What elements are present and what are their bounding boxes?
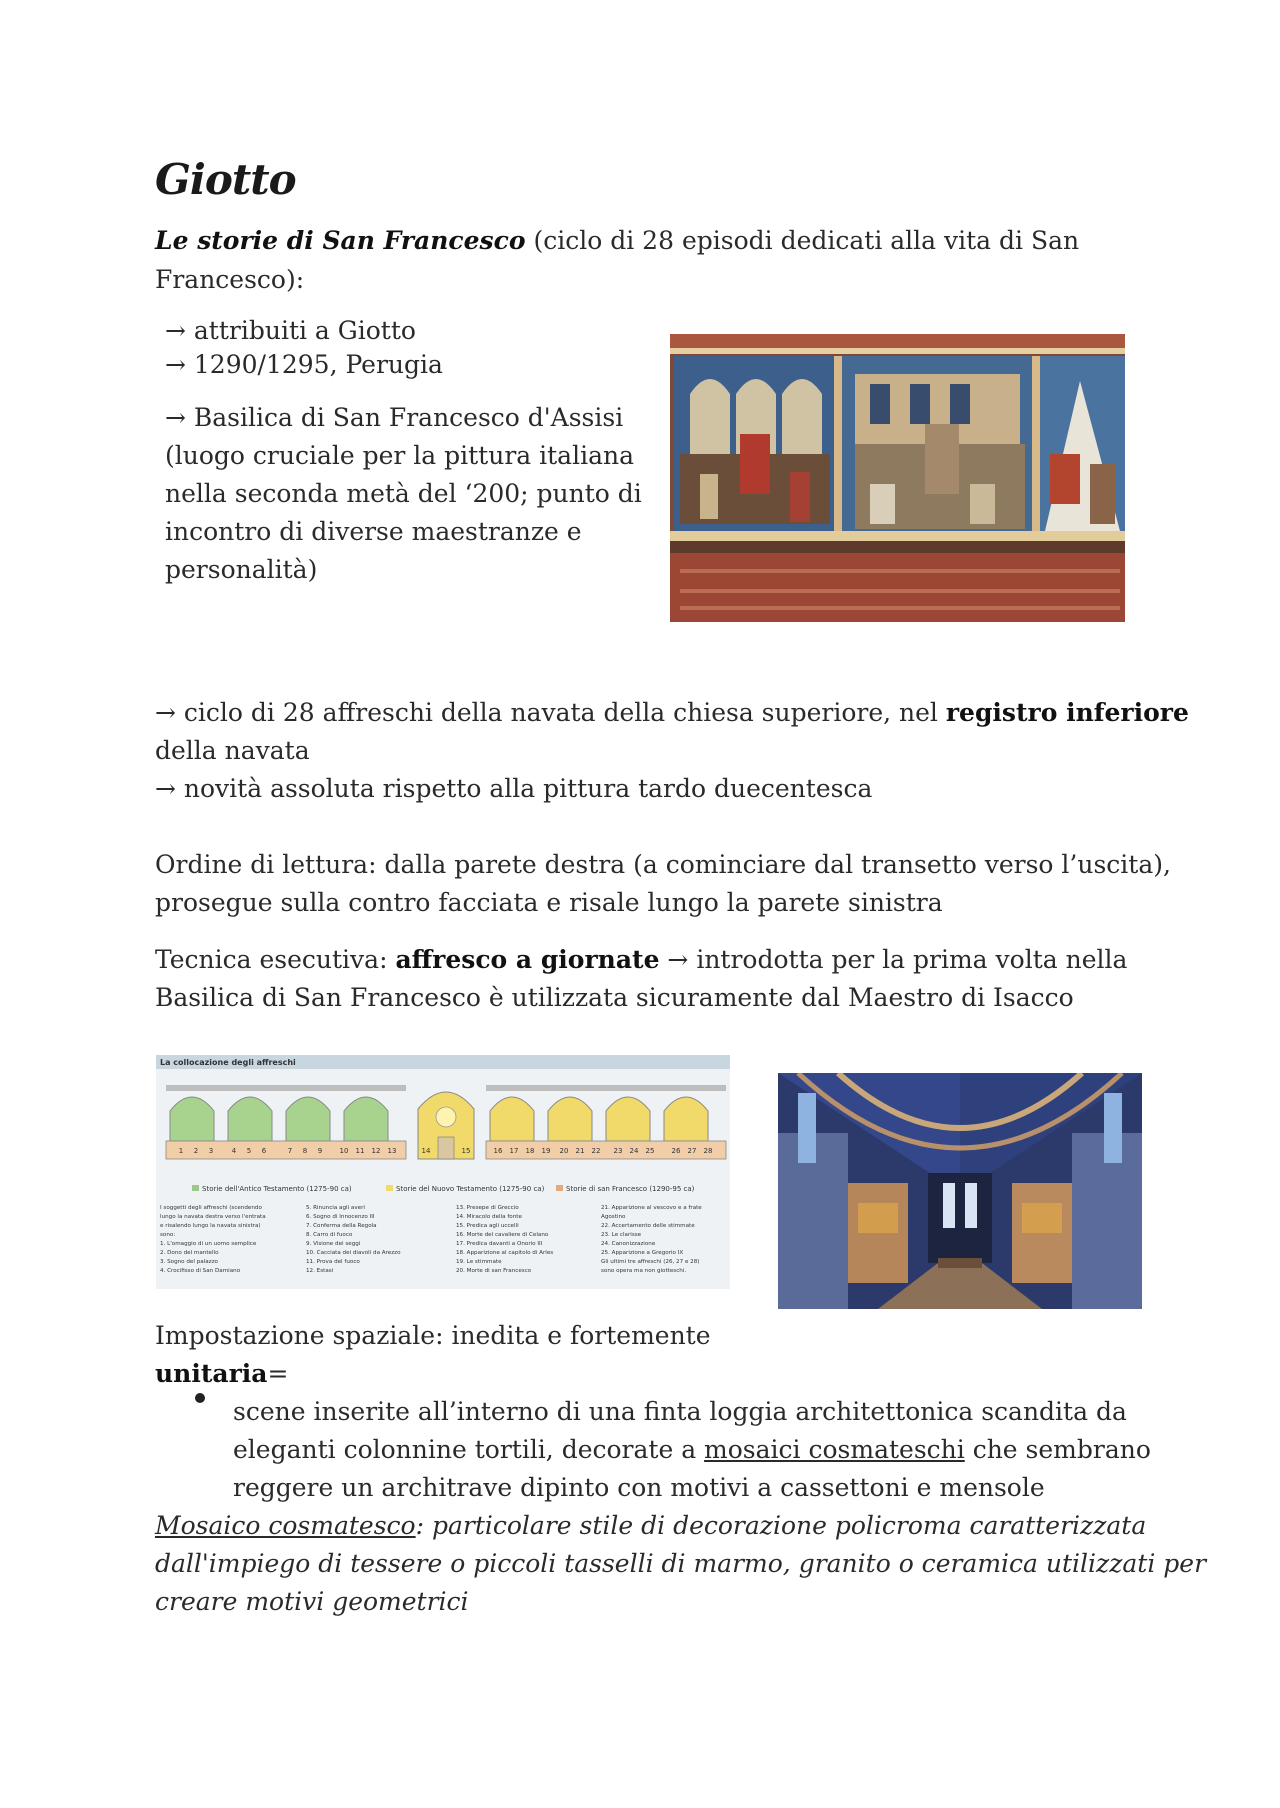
intro-heading: Le storie di San Francesco (155, 226, 526, 255)
caption-line: sono opera ma non giotteschi. (601, 1268, 687, 1274)
fresco-number: 21 (575, 1147, 585, 1155)
fresco-number: 12 (371, 1147, 381, 1155)
cosmati-mosaic-term: mosaici cosmateschi (704, 1435, 965, 1464)
caption-line: 10. Cacciata dei diavoli da Arezzo (306, 1250, 401, 1256)
left-wall (166, 1085, 406, 1159)
legend-label: Storie del Nuovo Testamento (1275-90 ca) (396, 1185, 545, 1193)
spatial-emphasis: unitaria (155, 1359, 268, 1388)
technique-line-2: Basilica di San Francesco è utilizzata sicuramente dal Maestro di Isacco (155, 983, 1074, 1012)
fresco-number: 17 (509, 1147, 519, 1155)
fresco-number: 4 (231, 1147, 237, 1155)
caption-line: 4. Crocifisso di San Damiano (160, 1268, 241, 1274)
bullet-icon (195, 1393, 205, 1403)
caption-line: 11. Prova del fuoco (306, 1259, 360, 1265)
diagram-legend (192, 1185, 695, 1193)
attribute-line: → 1290/1295, Perugia (165, 350, 443, 379)
legend-swatch (192, 1185, 199, 1191)
fresco-number: 27 (687, 1147, 697, 1155)
caption-line: 1. L'omaggio di un uomo semplice (160, 1241, 257, 1247)
spatial-line-2 (155, 1355, 288, 1393)
caption-line: 19. Le stimmate (456, 1259, 502, 1265)
caption-line: 7. Conferma della Regola (306, 1223, 377, 1229)
fresco-number: 16 (493, 1147, 503, 1155)
basilica-note-line: nella seconda metà del ‘200; punto di (165, 479, 642, 508)
basilica-note-line: → Basilica di San Francesco d'Assisi (165, 403, 624, 432)
attribute-line: → attribuiti a Giotto (165, 316, 416, 345)
caption-line: 17. Predica davanti a Onorio III (456, 1241, 543, 1247)
caption-line: 5. Rinuncia agli averi (306, 1205, 365, 1211)
caption-line: lungo la navata destra verso l'entrata (160, 1214, 266, 1220)
fresco-image (670, 334, 1125, 622)
technique-emphasis: affresco a giornate (395, 945, 660, 974)
spatial-equals: = (267, 1359, 289, 1388)
fresco-number: 11 (355, 1147, 365, 1155)
cycle-line-2: della navata (155, 736, 310, 765)
definition-term: Mosaico cosmatesco (155, 1511, 416, 1540)
basilica-note-line: personalità) (165, 555, 318, 584)
basilica-interior-image (778, 1073, 1142, 1309)
legend-swatch (386, 1185, 393, 1191)
caption-line: Gli ultimi tre affreschi (26, 27 e 28) (601, 1259, 700, 1265)
caption-line: 13. Presepe di Greccio (456, 1205, 519, 1211)
caption-line: Agostino (601, 1214, 626, 1220)
page-title: Giotto (155, 155, 296, 204)
fresco-number: 1 (178, 1147, 184, 1155)
fresco-number: 20 (559, 1147, 569, 1155)
basilica-note-line: (luogo cruciale per la pittura italiana (165, 441, 634, 470)
definition-line-2: dall'impiego di tessere o piccoli tasselli di marmo, granito o ceramica utilizzati per (155, 1549, 1207, 1578)
fresco-number: 2 (193, 1147, 199, 1155)
caption-line: 21. Apparizione al vescovo e a frate (601, 1205, 702, 1211)
caption-line: 25. Apparizione a Gregorio IX (601, 1250, 684, 1256)
intro-rest: (ciclo di 28 episodi dedicati alla vita di San (525, 226, 1080, 255)
legend-swatch (556, 1185, 563, 1191)
caption-line: 15. Predica agli uccelli (456, 1223, 519, 1229)
caption-line: 12. Estasi (306, 1268, 334, 1274)
caption-line: 18. Apparizione al capitolo di Arles (456, 1250, 554, 1256)
reading-order-line: prosegue sulla contro facciata e risale lungo la parete sinistra (155, 888, 943, 917)
fresco-number: 22 (591, 1147, 601, 1155)
bullet-line-2-text: eleganti colonnine tortili, decorate a (233, 1435, 705, 1464)
fresco-number: 23 (613, 1147, 623, 1155)
fresco-number: 28 (703, 1147, 713, 1155)
definition-text: : particolare stile di decorazione policroma caratterizzata (415, 1511, 1147, 1540)
fresco-number: 24 (629, 1147, 639, 1155)
technique-rest: → introdotta per la prima volta nella (659, 945, 1128, 974)
cycle-line-1-text: → ciclo di 28 affreschi della navata della chiesa superiore, nel (155, 698, 946, 727)
caption-line: 3. Sogno del palazzo (160, 1259, 218, 1265)
fresco-number: 5 (246, 1147, 252, 1155)
frescoes-placement-diagram (156, 1055, 730, 1289)
caption-line: 16. Morte del cavaliere di Celano (456, 1232, 549, 1238)
fresco-number: 9 (317, 1147, 323, 1155)
caption-line: 20. Morte di san Francesco (456, 1268, 532, 1274)
caption-line: 23. Le clarisse (601, 1232, 642, 1238)
caption-line: 6. Sogno di Innocenzo III (306, 1214, 375, 1220)
fresco-number: 15 (461, 1147, 471, 1155)
fresco-number: 10 (339, 1147, 349, 1155)
caption-line: 22. Accertamento delle stimmate (601, 1223, 695, 1229)
caption-line: 2. Dono del mantello (160, 1250, 219, 1256)
bullet-line-2 (233, 1431, 1151, 1469)
caption-line: 24. Canonizzazione (601, 1241, 656, 1247)
caption-line: I soggetti degli affreschi (scendendo (160, 1205, 262, 1211)
bullet-line-2-rest: che sembrano (964, 1435, 1151, 1464)
caption-line: sono: (160, 1232, 176, 1238)
caption-line: 14. Miracolo della fonte (456, 1214, 522, 1220)
fresco-number: 14 (421, 1147, 431, 1155)
diagram-title: La collocazione degli affreschi (160, 1058, 296, 1067)
cycle-emphasis: registro inferiore (945, 698, 1189, 727)
fresco-number: 25 (645, 1147, 655, 1155)
fresco-number: 7 (287, 1147, 293, 1155)
fresco-number: 13 (387, 1147, 397, 1155)
basilica-note-line: incontro di diverse maestranze e (165, 517, 582, 546)
caption-line: 9. Visione dei seggi (306, 1241, 361, 1247)
fresco-number: 18 (525, 1147, 535, 1155)
bullet-line-1: scene inserite all’interno di una finta loggia architettonica scandita da (233, 1397, 1127, 1426)
legend-label: Storie dell'Antico Testamento (1275-90 ca) (202, 1185, 352, 1193)
legend-label: Storie di san Francesco (1290-95 ca) (566, 1185, 695, 1193)
fresco-number: 6 (261, 1147, 267, 1155)
fresco-number: 8 (302, 1147, 308, 1155)
definition-line-1 (155, 1507, 1146, 1545)
technique-line-1 (155, 941, 1127, 979)
technique-label: Tecnica esecutiva: (155, 945, 396, 974)
fresco-number: 19 (541, 1147, 551, 1155)
fresco-number: 3 (208, 1147, 214, 1155)
cycle-line-3: → novità assoluta rispetto alla pittura tardo duecentesca (155, 774, 873, 803)
cycle-line-1 (155, 694, 1189, 732)
definition-line-3: creare motivi geometrici (155, 1587, 469, 1616)
intro-line-2: Francesco): (155, 265, 305, 294)
fresco-number: 26 (671, 1147, 681, 1155)
bullet-line-3: reggere un architrave dipinto con motivi a cassettoni e mensole (233, 1473, 1045, 1502)
caption-line: 8. Carro di fuoco (306, 1232, 353, 1238)
caption-line: e risalendo lungo la navata sinistra) (160, 1223, 261, 1229)
spatial-line-1: Impostazione spaziale: inedita e fortemente (155, 1321, 711, 1350)
reading-order-line: Ordine di lettura: dalla parete destra (a cominciare dal transetto verso l’uscita), (155, 850, 1171, 879)
intro-line-1 (155, 222, 1079, 260)
